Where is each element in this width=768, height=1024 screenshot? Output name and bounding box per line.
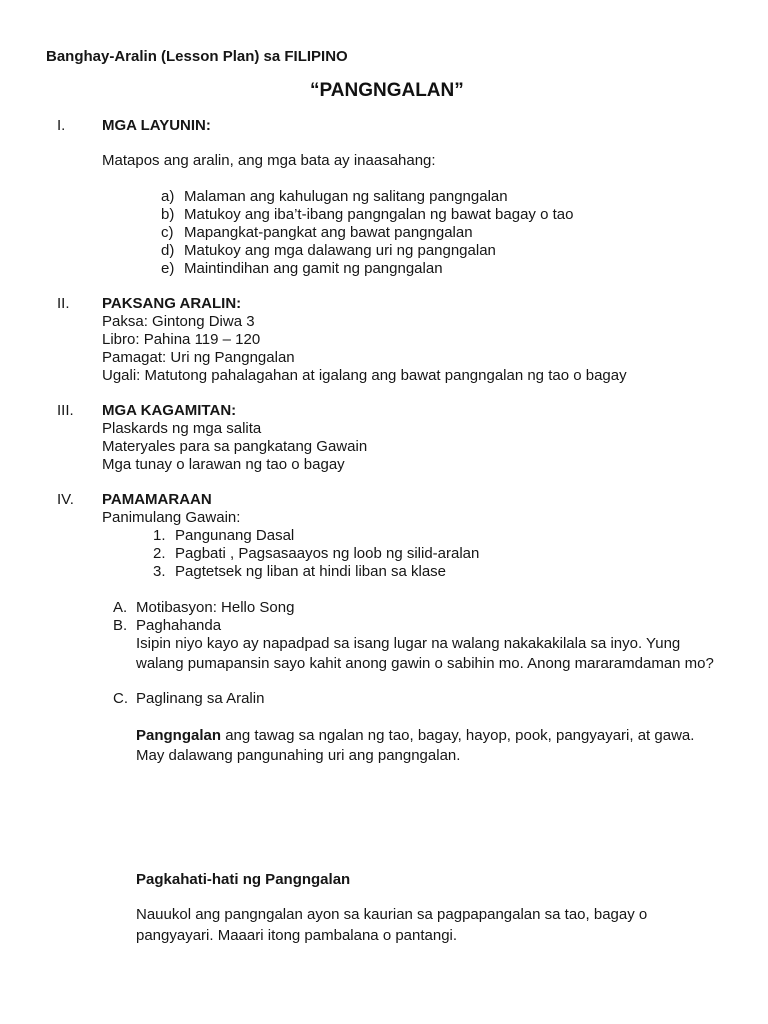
list-marker: b): [161, 206, 175, 223]
list-marker: C.: [113, 690, 128, 707]
part-item: [113, 617, 221, 635]
section-heading-row: [57, 295, 241, 313]
section-numeral: IV.: [57, 491, 74, 508]
part-item: [113, 690, 264, 708]
list-text: Motibasyon: Hello Song: [136, 599, 295, 616]
objective-item: [161, 206, 573, 224]
list-marker: 3.: [153, 563, 166, 580]
list-text: Pagtetsek ng liban at hindi liban sa klase: [175, 563, 447, 580]
section-line: Materyales para sa pangkatang Gawain: [102, 438, 368, 455]
list-marker: B.: [113, 617, 128, 634]
section-heading: MGA KAGAMITAN:: [102, 402, 237, 419]
step-item: [153, 563, 446, 581]
section-line: Plaskards ng mga salita: [102, 420, 262, 437]
objective-item: [161, 224, 473, 242]
step-item: [153, 545, 479, 563]
step-item: [153, 527, 294, 545]
section-line: Paksa: Gintong Diwa 3: [102, 313, 255, 330]
list-text: Paglinang sa Aralin: [136, 690, 265, 707]
section-line: Pamagat: Uri ng Pangngalan: [102, 349, 295, 366]
definition-text: ang tawag sa ngalan ng tao, bagay, hayop, pook, pangyayari, at gawa.: [225, 727, 695, 744]
list-marker: d): [161, 242, 175, 259]
subsection-line: Nauukol ang pangngalan ayon sa kaurian sa pagpapangalan sa tao, bagay o: [136, 906, 648, 923]
section-heading-row: [57, 491, 212, 509]
list-marker: 2.: [153, 545, 166, 562]
list-text: Matukoy ang iba’t-ibang pangngalan ng bawat bagay o tao: [184, 206, 574, 223]
definition-term: Pangngalan: [136, 727, 222, 744]
list-text: Maintindihan ang gamit ng pangngalan: [184, 260, 443, 277]
list-marker: a): [161, 188, 175, 205]
section-heading: PAMAMARAAN: [102, 491, 212, 508]
part-item: [113, 599, 294, 617]
list-text: Paghahanda: [136, 617, 222, 634]
objective-item: [161, 188, 508, 206]
section-line: Ugali: Matutong pahalagahan at igalang ang bawat pangngalan ng tao o bagay: [102, 367, 627, 384]
list-marker: c): [161, 224, 174, 241]
part-paragraph-line: walang pumapansin sayo kahit anong gawin o sabihin mo. Anong mararamdaman mo?: [136, 655, 714, 672]
definition-line: [136, 727, 694, 745]
section-numeral: II.: [57, 295, 70, 312]
subsection-heading: Pagkahati-hati ng Pangngalan: [136, 871, 351, 888]
section-subheading: Panimulang Gawain:: [102, 509, 241, 526]
list-marker: A.: [113, 599, 128, 616]
objective-item: [161, 260, 443, 278]
objective-item: [161, 242, 496, 260]
section-line: Mga tunay o larawan ng tao o bagay: [102, 456, 345, 473]
list-marker: e): [161, 260, 175, 277]
list-text: Matukoy ang mga dalawang uri ng pangngalan: [184, 242, 496, 259]
section-numeral: III.: [57, 402, 74, 419]
definition-line: May dalawang pangunahing uri ang pangngalan.: [136, 747, 461, 764]
section-heading: MGA LAYUNIN:: [102, 117, 211, 134]
section-heading: PAKSANG ARALIN:: [102, 295, 242, 312]
list-text: Pangunang Dasal: [175, 527, 295, 544]
document-header: Banghay-Aralin (Lesson Plan) sa FILIPINO: [46, 48, 348, 65]
subsection-line: pangyayari. Maaari itong pambalana o pantangi.: [136, 927, 458, 944]
section-heading-row: [57, 402, 236, 420]
document-title: “PANGNGALAN”: [310, 80, 464, 101]
part-paragraph-line: Isipin niyo kayo ay napadpad sa isang lugar na walang nakakakilala sa inyo. Yung: [136, 635, 681, 652]
section-numeral: I.: [57, 117, 66, 134]
section-heading-row: [57, 117, 211, 135]
list-text: Mapangkat-pangkat ang bawat pangngalan: [184, 224, 473, 241]
list-marker: 1.: [153, 527, 166, 544]
list-text: Pagbati , Pagsasaayos ng loob ng silid-aralan: [175, 545, 480, 562]
list-text: Malaman ang kahulugan ng salitang pangngalan: [184, 188, 508, 205]
section-intro: Matapos ang aralin, ang mga bata ay inaasahang:: [102, 152, 436, 169]
section-line: Libro: Pahina 119 – 120: [102, 331, 261, 348]
